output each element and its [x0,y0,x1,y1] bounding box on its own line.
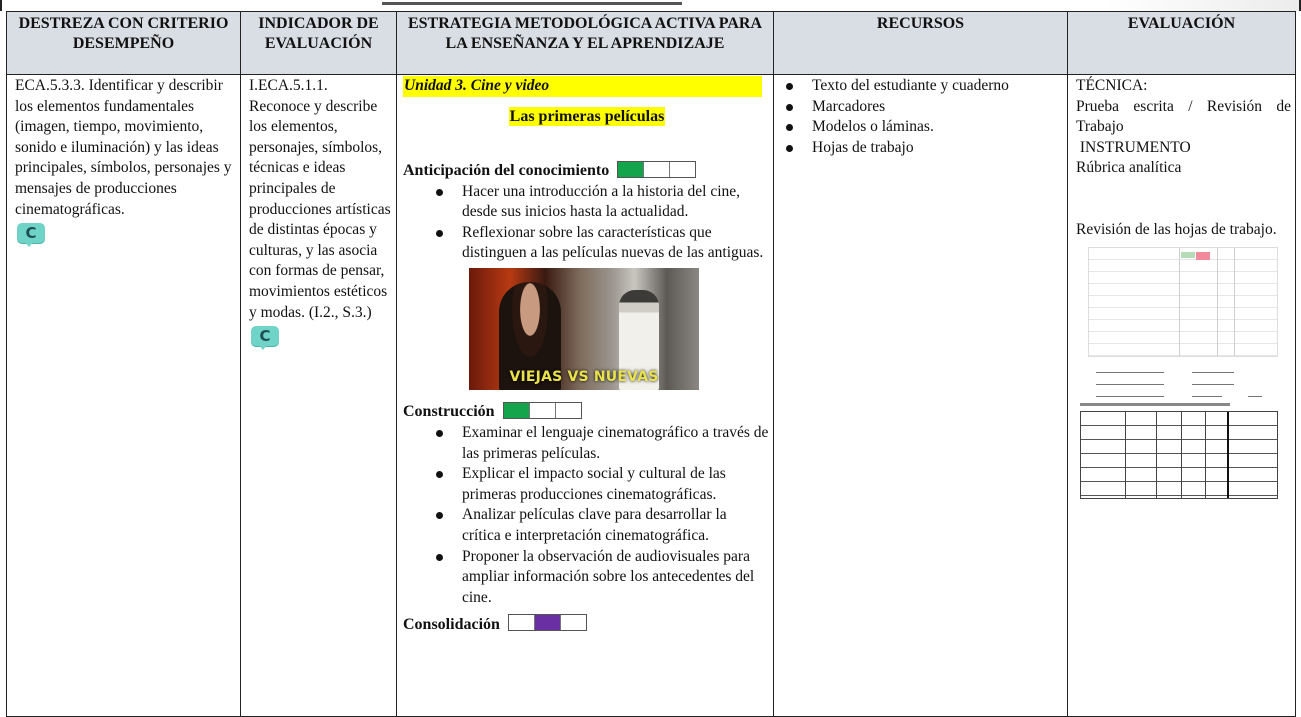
header-evaluacion: EVALUACIÓN [1068,12,1296,75]
rubric-worksheet-thumbnail [1080,247,1276,497]
phase-construccion [405,402,769,423]
header-row [7,12,1296,75]
list-item: Reflexionar sobre las características que distinguen a las películas nuevas de las antiguas. [462,223,769,264]
lesson-title: Las primeras películas [509,107,665,125]
phase-anticipacion [405,161,769,182]
header-recursos: RECURSOS [774,12,1068,75]
cell-destreza [7,75,241,717]
meter-segment [670,162,695,177]
phase-progress-meter [617,161,696,178]
worksheet-preview [1088,247,1278,357]
cropped-text-fragment [382,2,682,5]
tecnica-value: Prueba escrita / Revisión de Trabajo [1076,97,1291,136]
meter-segment-active [535,615,561,630]
chat-bubble-c-icon[interactable]: C [251,326,279,350]
meter-segment [556,403,581,418]
chat-bubble-c-icon[interactable]: C [17,223,45,247]
cell-evaluacion [1068,75,1296,717]
unit-title: Unidad 3. Cine y video [403,76,762,97]
list-item: Examinar el lenguaje cinematográfico a través de las primeras películas. [462,423,769,464]
list-item: Modelos o láminas. [812,117,1063,138]
movie-comparison-image [469,268,699,390]
meter-segment-active [504,403,530,418]
spacer [1076,179,1291,220]
destreza-text: ECA.5.3.3. Identificar y describir los elementos fundamentales (imagen, tiempo, movimiento, sonido e iluminación) y las ideas principales, símbolos, personajes y mensajes de producciones cinematográficas. [15,77,232,218]
list-item: Hojas de trabajo [812,138,1063,159]
header-indicador: INDICADOR DE EVALUACIÓN [241,12,397,75]
list-item: Proponer la observación de audiovisuales para ampliar información sobre los antecedentes del cine. [462,547,769,609]
cell-recursos [774,75,1068,717]
meter-segment [644,162,670,177]
list-item: Hacer una introducción a la historia del cine, desde sus inicios hasta la actualidad. [462,182,769,223]
rubric-title [1080,403,1230,406]
phase-progress-meter [503,402,582,419]
image-caption: VIEJAS VS NUEVAS [509,369,659,386]
indicador-text: I.ECA.5.1.1. Reconoce y describe los elementos, personajes, símbolos, técnicas e ideas principales de producciones artísticas de distintas épocas y culturas, y las asocia con formas de pensar, movimientos estéticos y modas. (I.2., S.3.) [249,77,391,321]
tecnica-label: TÉCNICA: [1076,77,1148,94]
phase-items-construccion [405,423,769,608]
phase-consolidacion [405,614,769,635]
worksheet-fields [1080,362,1276,402]
cell-indicador [241,75,397,717]
phase-label: Anticipación del conocimiento [403,162,610,179]
list-item: Analizar películas clave para desarrollar la crítica e interpretación cinematográfica. [462,505,769,546]
phase-label: Consolidación [403,615,500,633]
instrumento-value: Rúbrica analítica [1076,159,1182,177]
meter-segment-active [618,162,644,177]
list-item: Explicar el impacto social y cultural de las primeras producciones cinematográficas. [462,464,769,505]
header-estrategia: ESTRATEGIA METODOLÓGICA ACTIVA PARA LA ENSEÑANZA Y EL APRENDIZAJE [397,12,774,75]
phase-progress-meter [508,614,587,631]
header-destreza: DESTREZA CON CRITERIO DESEMPEÑO [7,12,241,75]
list-item: Texto del estudiante y cuaderno [812,76,1063,97]
phase-label: Construcción [403,403,495,421]
meter-segment [530,403,556,418]
rubric-table-preview [1080,411,1278,499]
table-row [7,75,1296,717]
meter-segment [509,615,535,630]
previous-row-edge [0,0,1301,11]
meter-segment [561,615,586,630]
resources-list [782,76,1063,158]
phase-items-anticipacion [405,182,769,264]
list-item: Marcadores [812,97,1063,118]
cell-estrategia [397,75,774,717]
instrumento-label: INSTRUMENTO [1076,138,1191,156]
lesson-plan-table [6,11,1296,717]
revision-text: Revisión de las hojas de trabajo. [1076,220,1277,238]
